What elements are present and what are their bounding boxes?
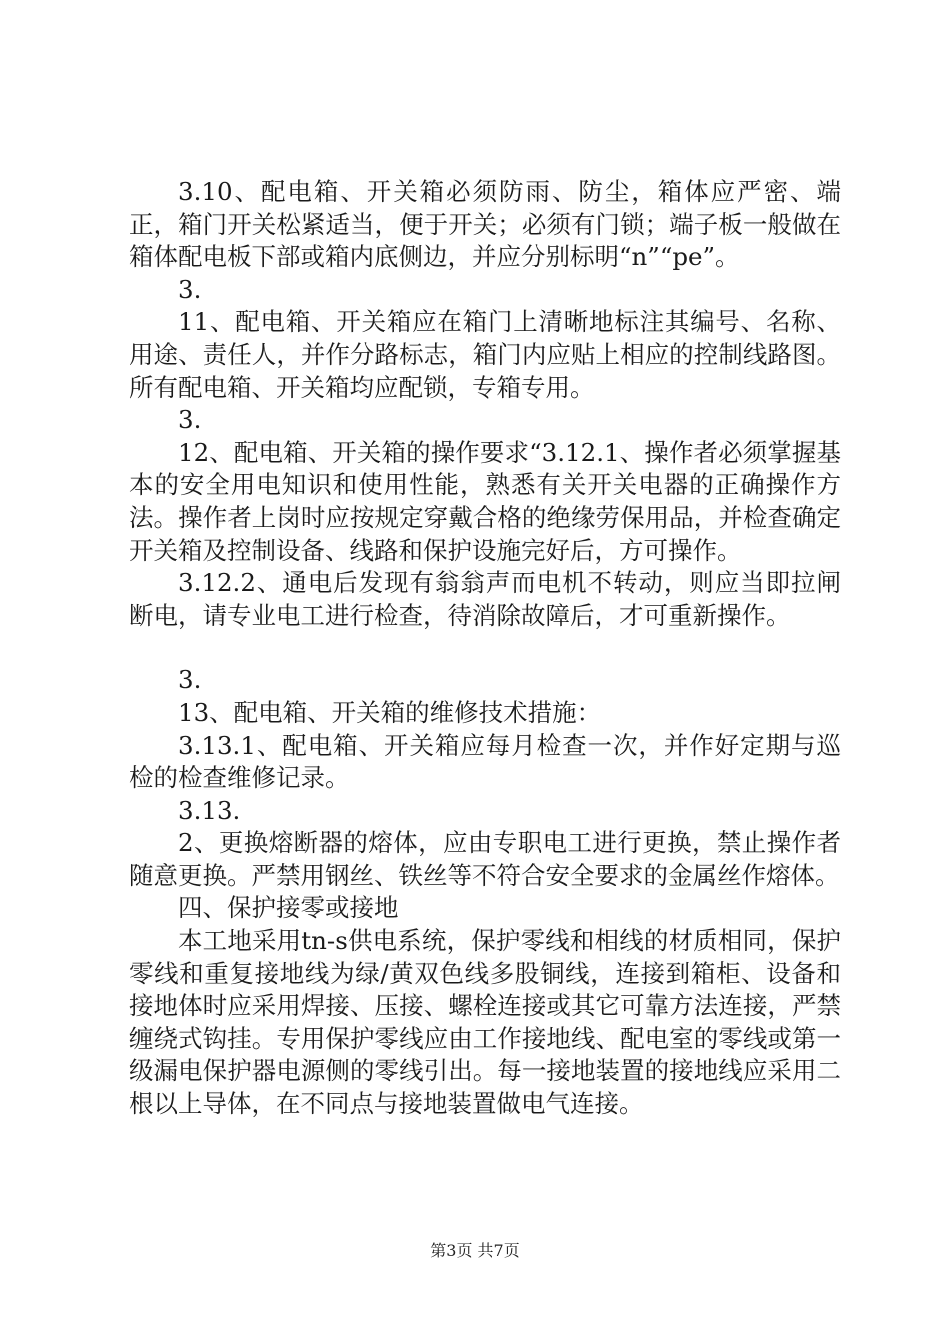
paragraph-3-12: 12、配电箱、开关箱的操作要求“3.12.1、操作者必须掌握基本的安全用电知识和使用性能，熟悉有关开关电器的正确操作方法。操作者上岗时应按规定穿戴合格的绝缘劳保用品，并检查确定开关箱及控制设备、线路和保护设施完好后，方可操作。 [129,437,841,565]
page-footer: 第3页 共7页 [430,1241,520,1260]
paragraph-3-10: 3.10、配电箱、开关箱必须防雨、防尘，箱体应严密、端正，箱门开关松紧适当，便于开关；必须有门锁；端子板一般做在箱体配电板下部或箱内底侧边，并应分别标明“n”“pe”。 [129,177,841,272]
paragraph-3-13-2: 2、更换熔断器的熔体，应由专职电工进行更换，禁止操作者随意更换。严禁用钢丝、铁丝等不符合安全要求的金属丝作熔体。 [129,828,841,890]
section-heading-4: 四、保护接零或接地 [178,893,399,923]
paragraph-3-13-2-number: 3.13. [178,795,241,825]
paragraph-3-13-number: 3. [178,665,202,695]
paragraph-3-12-2: 3.12.2、通电后发现有翁翁声而电机不转动，则应当即拉闸断电，请专业电工进行检查，待消除故障后，才可重新操作。 [129,568,841,630]
paragraph-grounding: 本工地采用tn-s供电系统，保护零线和相线的材质相同，保护零线和重复接地线为绿/黄双色线多股铜线，连接到箱柜、设备和接地体时应采用焊接、压接、螺栓连接或其它可靠方法连接，严禁缠绕式钩挂。专用保护零线应由工作接地线、配电室的零线或第一级漏电保护器电源侧的零线引出。每一接地装置的接地线应采用二根以上导体，在不同点与接地装置做电气连接。 [129,926,841,1119]
paragraph-3-13-1: 3.13.1、配电箱、开关箱应每月检查一次，并作好定期与巡检的检查维修记录。 [129,730,841,793]
paragraph-3-11-number: 3. [178,274,202,304]
paragraph-3-11: 11、配电箱、开关箱应在箱门上清晰地标注其编号、名称、用途、责任人，并作分路标志，箱门内应贴上相应的控制线路图。所有配电箱、开关箱均应配锁，专箱专用。 [129,307,841,402]
paragraph-3-13: 13、配电箱、开关箱的维修技术措施： [178,697,602,727]
paragraph-3-12-number: 3. [178,405,202,435]
document-body [129,176,841,1121]
